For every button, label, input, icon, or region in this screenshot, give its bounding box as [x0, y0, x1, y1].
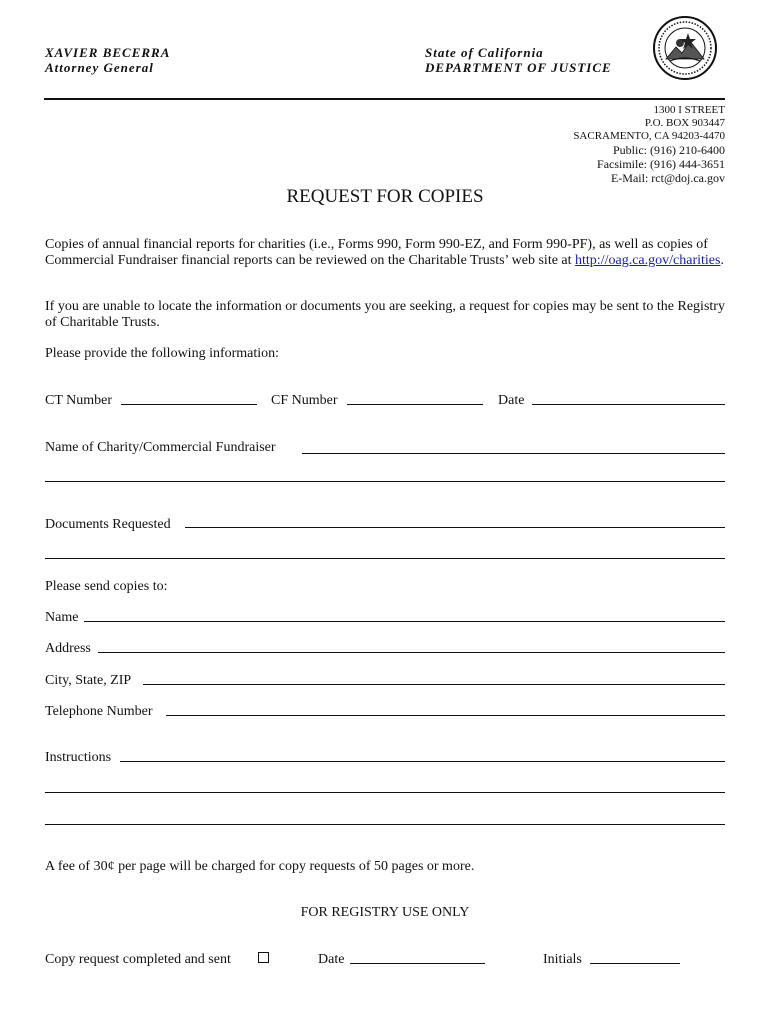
cf-number-label: CF Number: [271, 393, 338, 408]
address-label: Address: [45, 641, 91, 656]
copy-completed-checkbox[interactable]: [258, 952, 269, 963]
contact-address: [573, 104, 725, 185]
copy-completed-label: Copy request completed and sent: [45, 952, 231, 967]
date-field[interactable]: [532, 404, 725, 405]
charities-link[interactable]: http://oag.ca.gov/charities: [575, 253, 721, 268]
intro-end: .: [720, 253, 724, 268]
registry-use-heading: FOR REGISTRY USE ONLY: [300, 905, 470, 920]
ct-number-label: CT Number: [45, 393, 113, 408]
name-field[interactable]: [84, 621, 725, 622]
instructions-field[interactable]: [120, 761, 725, 762]
documents-requested-label: Documents Requested: [45, 517, 171, 532]
intro-paragraph: [45, 237, 730, 269]
registry-date-field[interactable]: [350, 963, 485, 964]
intro-text: Copies of annual financial reports for charities (i.e., Forms 990, Form 990-EZ, and Form 990-PF), as well as copies of Commercial Fundraiser financial reports can be reviewed on the Charitable Trusts’ web site at: [45, 237, 708, 268]
instructions-field-line2[interactable]: [45, 792, 725, 793]
charity-name-field[interactable]: [302, 453, 725, 454]
name-label: Name: [45, 610, 79, 625]
attorney-general-block: [45, 45, 170, 75]
telephone-field[interactable]: [166, 715, 725, 716]
registry-date-label: Date: [318, 952, 345, 967]
documents-requested-field-line2[interactable]: [45, 558, 725, 559]
state-name: State of California: [425, 45, 544, 60]
city-state-zip-label: City, State, ZIP: [45, 673, 132, 688]
address-po-box: P.O. BOX 903447: [644, 117, 725, 129]
date-label: Date: [498, 393, 525, 408]
provide-info-paragraph: Please provide the following information:: [45, 346, 280, 361]
request-paragraph: If you are unable to locate the information or documents you are seeking, a request for copies may be sent to the Registry of Charitable Trusts.: [45, 299, 725, 330]
phone-public: Public: (916) 210-6400: [613, 143, 725, 157]
state-seal-icon: [652, 15, 718, 81]
department-block: [425, 45, 612, 75]
initials-field[interactable]: [590, 963, 680, 964]
page-title: REQUEST FOR COPIES: [286, 186, 484, 207]
send-copies-heading: Please send copies to:: [45, 579, 168, 594]
instructions-field-line3[interactable]: [45, 824, 725, 825]
documents-requested-field[interactable]: [185, 527, 725, 528]
header-rule: [44, 98, 725, 100]
instructions-label: Instructions: [45, 750, 112, 765]
address-street: 1300 I STREET: [653, 104, 725, 116]
cf-number-field[interactable]: [347, 404, 483, 405]
ct-number-field[interactable]: [121, 404, 257, 405]
initials-label: Initials: [543, 952, 582, 967]
city-state-zip-field[interactable]: [143, 684, 725, 685]
address-city: SACRAMENTO, CA 94203-4470: [573, 130, 725, 142]
attorney-general-title: Attorney General: [45, 60, 154, 75]
charity-name-label: Name of Charity/Commercial Fundraiser: [45, 440, 276, 455]
phone-fax: Facsimile: (916) 444-3651: [597, 157, 725, 171]
fee-notice: A fee of 30¢ per page will be charged for copy requests of 50 pages or more.: [45, 859, 475, 874]
email-address: E-Mail: rct@doj.ca.gov: [610, 171, 725, 185]
department-name: DEPARTMENT OF JUSTICE: [425, 60, 612, 75]
telephone-label: Telephone Number: [45, 704, 153, 719]
address-field[interactable]: [98, 652, 725, 653]
charity-name-field-line2[interactable]: [45, 481, 725, 482]
attorney-general-name: XAVIER BECERRA: [45, 45, 171, 60]
